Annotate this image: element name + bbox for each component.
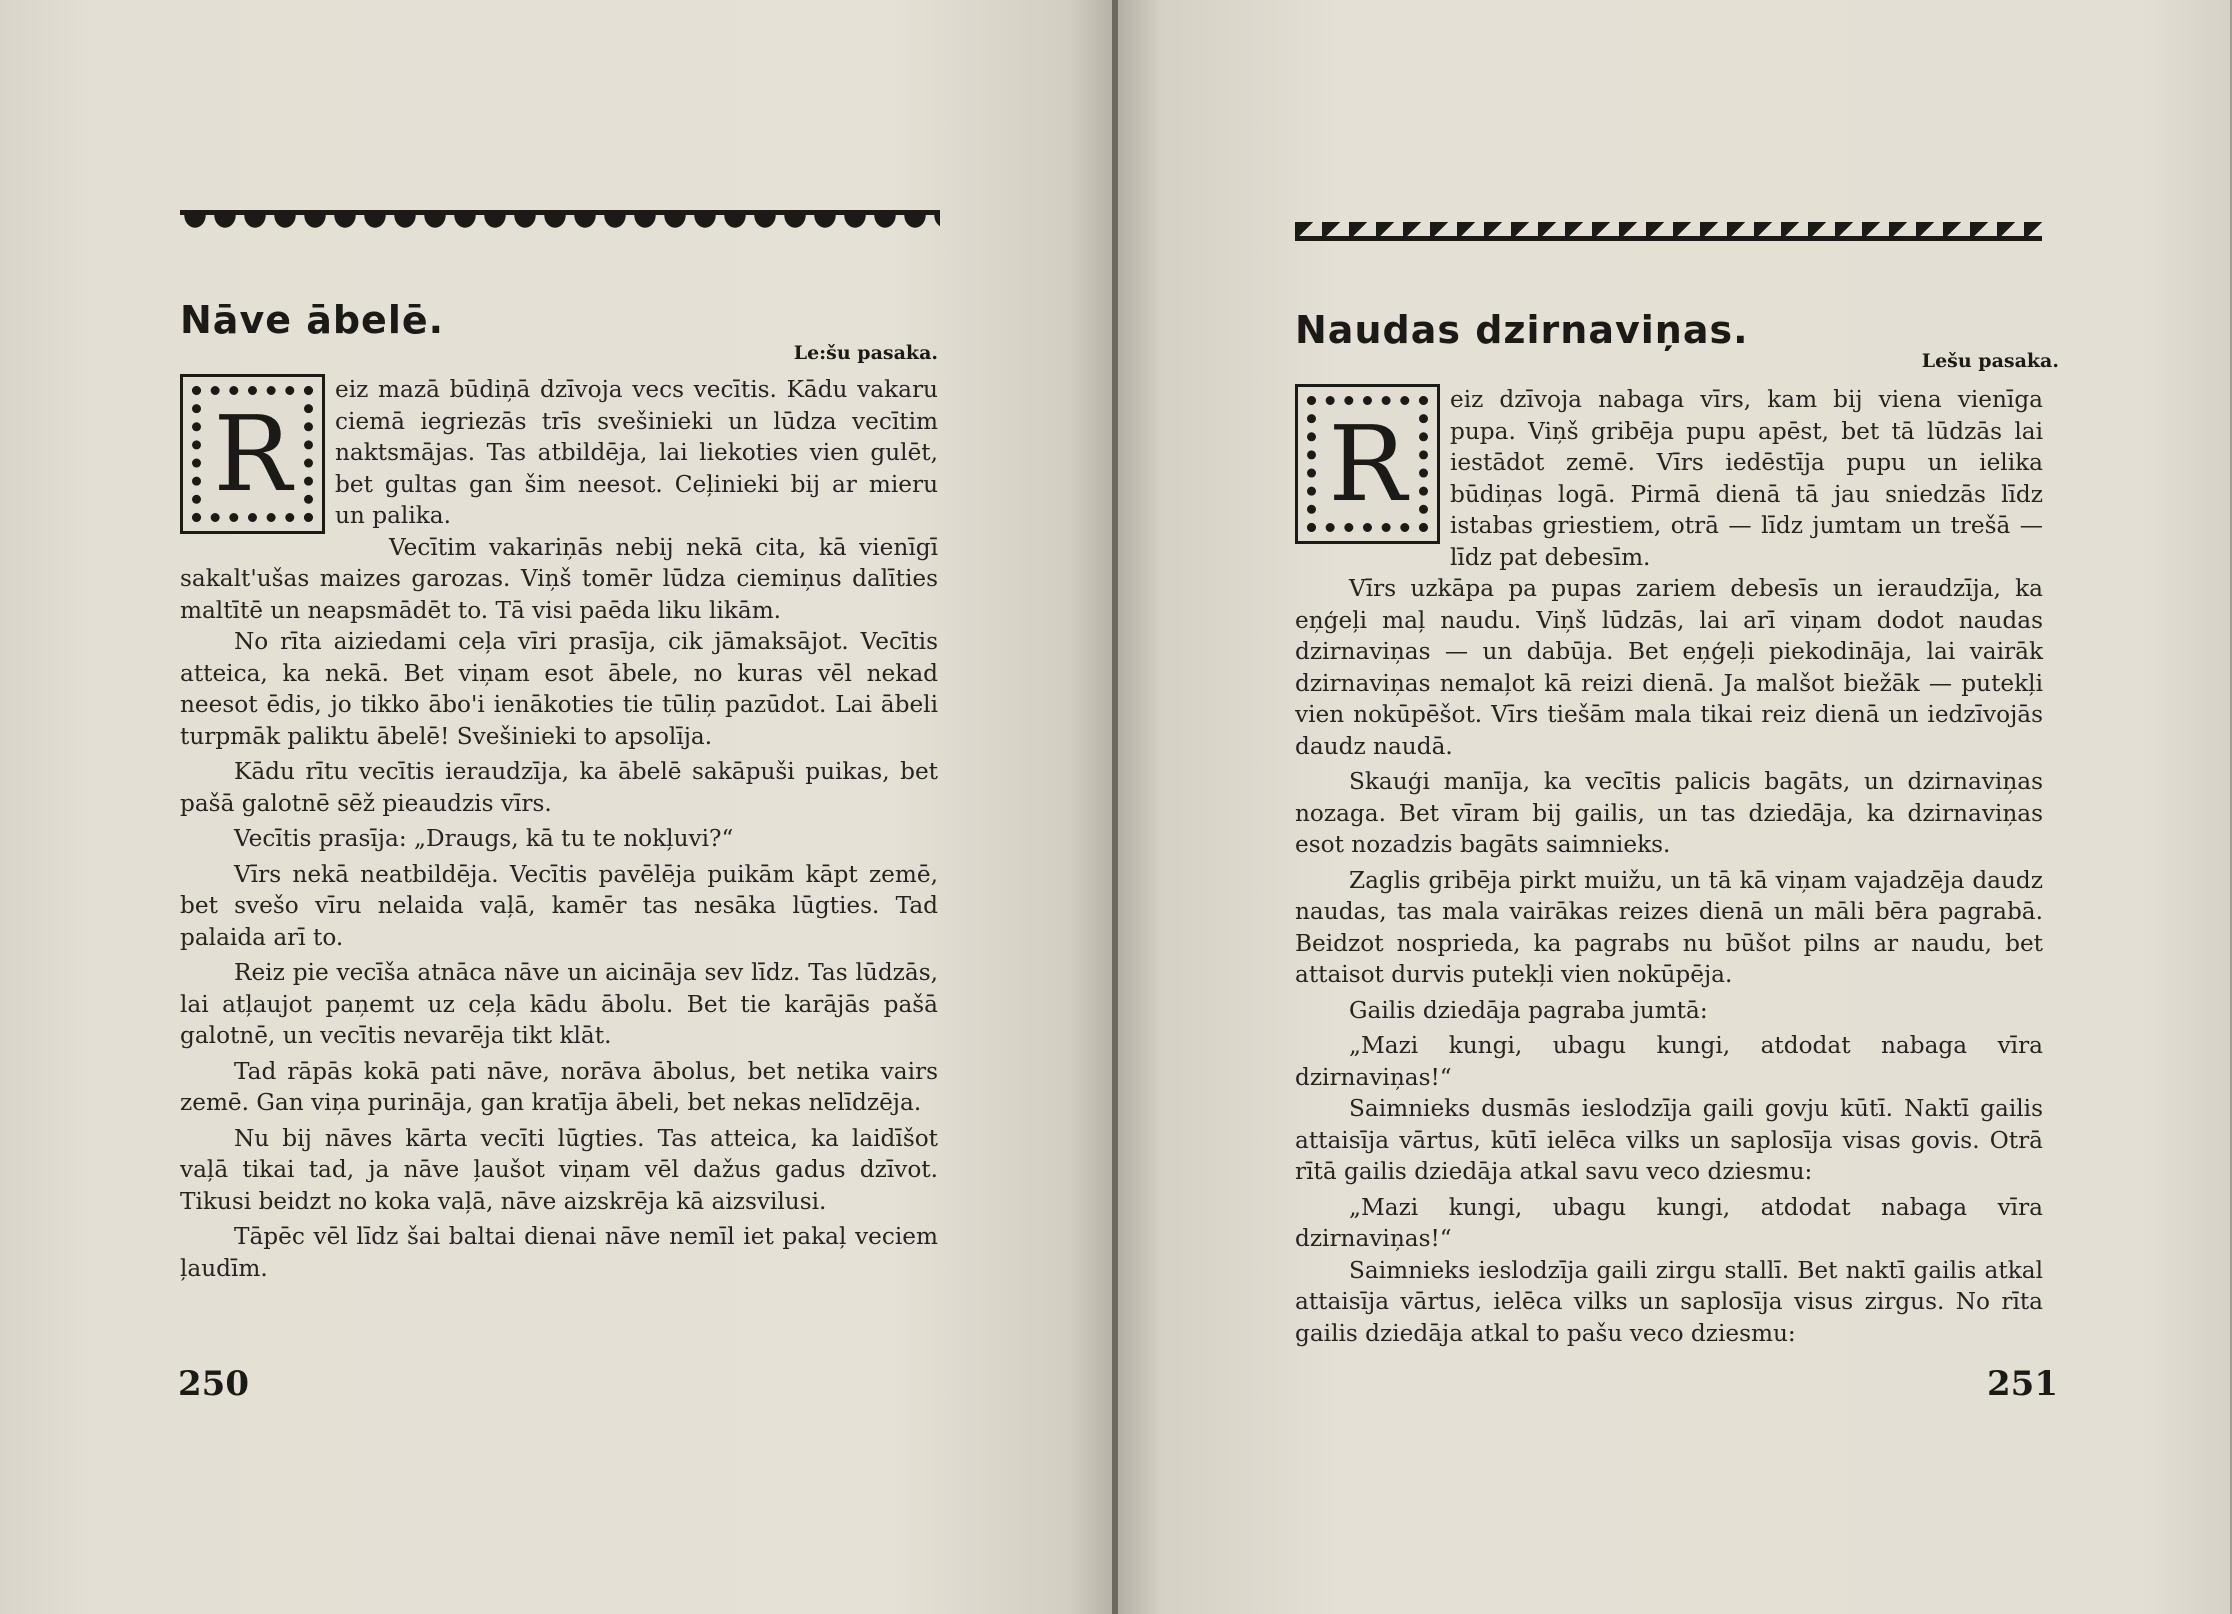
header-ornament <box>1295 222 2042 244</box>
story-source: Le:šu pasaka. <box>793 342 938 364</box>
paragraph: Vīrs uzkāpa pa pupas zariem debesīs un ieraudzīja, ka eņģeļi maļ naudu. Viņš lūdzās, lai arī viņam dodot naudas dzirnaviņas — un dabūja. Bet eņģeļi piekodināja, lai vairāk dzirnaviņas nemaļot kā reizi dienā. Ja malšot biežāk — putekļi vien nokūpēšot. Vīrs tiešām mala tikai reiz dienā un iedzīvojās daudz naudā. <box>1295 575 2043 760</box>
paragraph: Vīrs nekā neatbildēja. Vecītis pavēlēja puikām kāpt zemē, bet svešo vīru nelaida vaļā, kamēr tas nesāka lūgties. Tad palaida arī to. <box>180 860 938 951</box>
paragraph: Vecītis prasīja: „Draugs, kā tu te nokļuvi?“ <box>234 825 734 852</box>
story-title: Naudas dzirnaviņas. <box>1295 308 1749 352</box>
paragraph: Tad rāpās kokā pati nāve, norāva ābolus, bet netika vairs zemē. Gan viņa purināja, gan kratīja ābeli, bet nekas nelīdzēja. <box>180 1057 938 1116</box>
header-ornament <box>180 210 940 232</box>
paragraph: Saimnieks dusmās ieslodzīja gaili govju kūtī. Naktī gailis attaisīja vārtus, kūtī ielēca vilks un saplosīja visas govis. Otrā rītā gailis dziedāja atkal savu veco dziesmu: <box>1295 1095 2043 1185</box>
page-number: 250 <box>178 1364 249 1404</box>
paragraph: Vecītim vakariņās nebij nekā cita, kā vienīgī sakalt'ušas maizes garozas. Viņš tomēr lūdza ciemiņus dalīties maltītē un neapsmādēt to. Tā visi paēda liku likām. <box>180 533 938 624</box>
paragraph: Kādu rītu vecītis ieraudzīja, ka ābelē sakāpuši puikas, bet pašā galotnē sēž pieaudzis vīrs. <box>180 758 938 817</box>
paragraph: Zaglis gribēja pirkt muižu, un tā kā viņam vajadzēja daudz naudas, tas mala vairākas reizes dienā un māli bēra pagrabā. Beidzot nosprieda, ka pagrabs nu būšot pilns ar naudu, bet attaisot durvis putekļi vien nokūpēja. <box>1295 866 2043 988</box>
paragraph: „Mazi kungi, ubagu kungi, atdodat nabaga vīra dzirnaviņas!“ <box>1295 1193 2043 1252</box>
paragraph: Saimnieks ieslodzīja gaili zirgu stallī. Bet naktī gailis atkal attaisīja vārtus, ielēca vilks un saplosīja visus zirgus. No rīta gailis dziedāja atkal to pašu veco dziesmu: <box>1295 1256 2043 1347</box>
paragraph: Nu bij nāves kārta vecīti lūgties. Tas atteica, ka laidīšot vaļā tikai tad, ja nāve ļaušot viņam vēl dažus gadus dzīvot. Tikusi beidzt no koka vaļā, nāve aizskrēja kā aizsvilusi. <box>180 1124 938 1215</box>
drop-cap-letter: R <box>213 393 292 515</box>
story-source: Lešu pasaka. <box>1921 350 2059 372</box>
page-number: 251 <box>1987 1364 2058 1404</box>
drop-cap <box>1295 384 1440 544</box>
story-body <box>180 374 938 1284</box>
paragraph: „Mazi kungi, ubagu kungi, atdodat nabaga vīra dzirnaviņas!“ <box>1295 1032 2043 1091</box>
paragraph: eiz mazā būdiņā dzīvoja vecs vecītis. Kādu vakaru ciemā iegriezās trīs svešinieki un lūdza vecītim naktsmājas. Tas atbildēja, lai liekoties vien gulēt, bet gultas gan šim neesot. Ceļinieki bij ar mieru un palika. <box>335 376 938 529</box>
paragraph: Gailis dziedāja pagraba jumtā: <box>1349 996 1708 1024</box>
paragraph: Reiz pie vecīša atnāca nāve un aicināja sev līdz. Tas lūdzās, lai atļaujot paņemt uz ceļa kādu ābolu. Bet tie karājās pašā galotnē, un vecītis nevarēja tikt klāt. <box>180 959 938 1049</box>
story-title: Nāve ābelē. <box>180 298 445 342</box>
left-page <box>0 0 1114 1614</box>
paragraph: Skauģi manīja, ka vecītis palicis bagāts, un dzirnaviņas nozaga. Bet vīram bij gailis, un tas dziedāja, ka dzirnaviņas esot nozadzis bagāts saimnieks. <box>1295 768 2043 858</box>
paragraph: Tāpēc vēl līdz šai baltai dienai nāve nemīl iet pakaļ veciem ļaudīm. <box>180 1223 938 1282</box>
right-page <box>1118 0 2230 1614</box>
paragraph: eiz dzīvoja nabaga vīrs, kam bij viena vienīga pupa. Viņš gribēja pupu apēst, bet tā lūdzās lai iestādot zemē. Vīrs iedēstīja pupu un ielika būdiņas logā. Pirmā dienā tā jau sniedzās līdz istabas griestiem, otrā — līdz jumtam un trešā — līdz pat debesīm. <box>1450 386 2043 571</box>
paragraph: No rīta aiziedami ceļa vīri prasīja, cik jāmaksājot. Vecītis atteica, ka nekā. Bet viņam esot ābele, no kuras vēl nekad neesot ēdis, jo tikko ābo'i ienākoties tie tūliņ pazūdot. Lai ābeli turpmāk paliktu ābelē! Svešinieki to apsolīja. <box>180 628 938 750</box>
drop-cap <box>180 374 325 534</box>
story-body <box>1295 384 2043 1349</box>
drop-cap-letter: R <box>1328 403 1407 525</box>
